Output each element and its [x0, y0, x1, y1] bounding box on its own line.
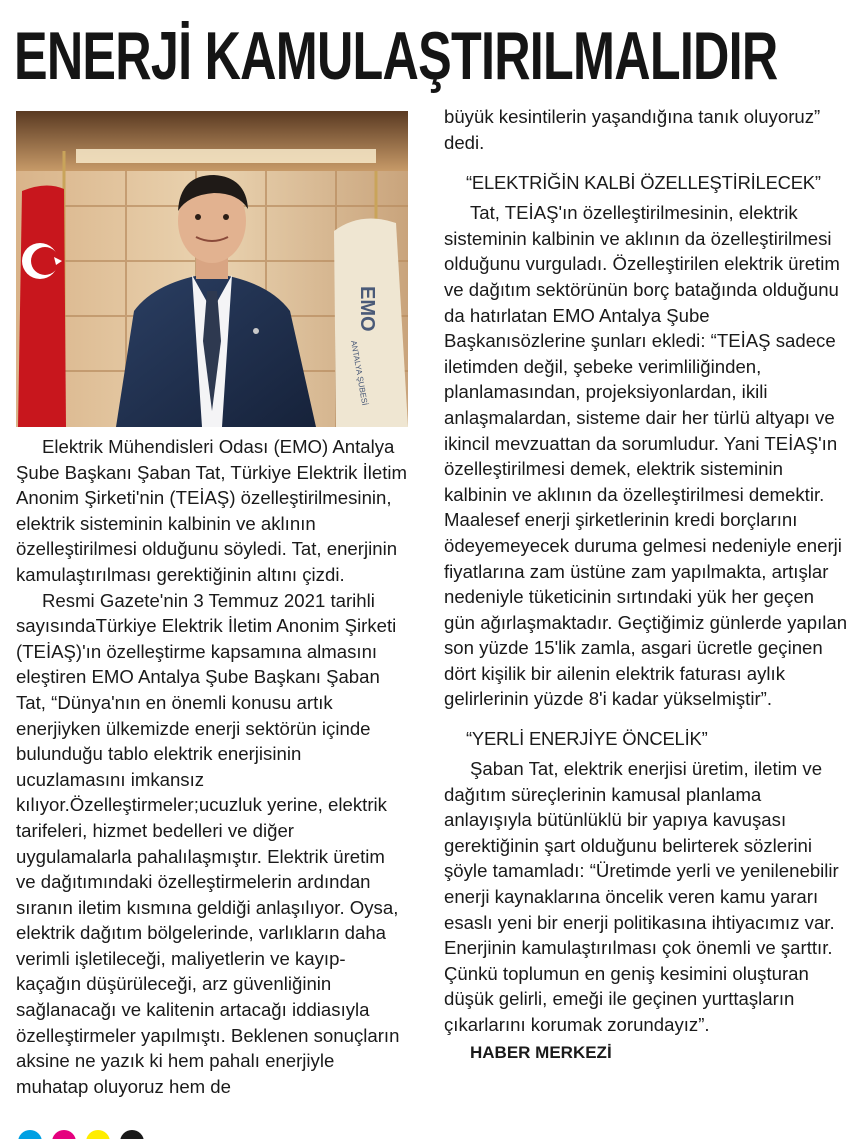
yellow-mark [86, 1130, 110, 1139]
svg-text:ANTALYA ŞUBESİ: ANTALYA ŞUBESİ [349, 339, 370, 407]
black-mark [120, 1130, 144, 1139]
headline: ENERJİ KAMULAŞTIRILMALIDIR [14, 18, 778, 94]
portrait-image [16, 111, 408, 427]
article-right-column [444, 104, 848, 1066]
byline: HABER MERKEZİ [470, 1042, 612, 1062]
cyan-mark [18, 1130, 42, 1139]
article-paragraph: Tat, TEİAŞ'ın özelleştirilmesinin, elektrik sisteminin kalbinin ve aklının da özelleştirilmesi olduğunu vurguladı. Özelleştirilen elektrik üretim ve dağıtım sektörünün borç batağında olduğunu da hatırlatan EMO Antalya Şube Başkanısözlerine şunları ekledi: “TEİAŞ sadece iletimden değil, şebeke verimliliğinden, planlamasından, projeksiyonlardan, ikili anlaşmalardan, sisteme dair her türlü altyapı ve ikincil mevzuattan da sorumludur. Yani TEİAŞ'ın özelleştirilmesi demek, elektrik sisteminin kalbinin ve aklının da özelleştirilmesi demektir. Maalesef enerji şirketlerinin kredi borçlarını ödeyemeyecek duruma gelmesi nedeniyle enerji fiyatlarına zam üstüne zam yapılmakta, artışlar nedeniyle tüketicinin sırtındaki yük her geçen gün ağırlaşmaktadır. Geçtiğimiz günlerde yapılan son yüzde 15'lik zamla, asgari ücretle geçinen dört kişilik bir ailenin elektrik faturası aylık gelirlerinin yüzde 8'i kadar yükselmiştir”. [444, 202, 848, 710]
article-paragraph: büyük kesintilerin yaşandığına tanık oluyoruz” dedi. [444, 106, 821, 153]
section-subheading: “YERLİ ENERJİYE ÖNCELİK” [466, 728, 708, 750]
svg-text:EMO: EMO [356, 286, 378, 332]
article-paragraph: Elektrik Mühendisleri Odası (EMO) Antalya Şube Başkanı Şaban Tat, Türkiye Elektrik İletim Anonim Şirketi'nin (TEİAŞ) özelleştirilmesinin, elektrik sisteminin kalbinin ve aklının özelleştirilmesi olduğunu söyledi. Tat, enerjinin kamulaştırılması gerektiğinin altını çizdi. [16, 436, 408, 585]
magenta-mark [52, 1130, 76, 1139]
article-paragraph: Resmi Gazete'nin 3 Temmuz 2021 tarihli sayısındaTürkiye Elektrik İletim Anonim Şirketi (TEİAŞ)'ın özelleştirme kapsamına almasını eleştiren EMO Antalya Şube Başkanı Şaban Tat, “Dünya'nın en önemli konusu artık enerjiyken ülkemizde enerji sektörün içinde bulunduğu tablo elektrik enerjisinin ucuzlamasını imkansız kılıyor.Özelleştirmeler;ucuzluk yerine, elektrik tarifeleri, hizmet bedelleri ve diğer uygulamalarla pahalılaşmıştır. Elektrik üretim ve dağıtımındaki özelleştirmelerin ardından sıranın iletim kısmına geldiği anlaşılıyor. Oysa, elektrik dağıtım bölgelerinde, varlıkların daha verimli işletileceği, maliyetlerin ve kayıp-kaçağın düşürüleceği, arz güvenliğinin sağlanacağı ve kalitenin artacağı iddiasıyla özelleştirmeler yapılmıştı. Beklenen sonuçların aksine ne yazık ki hem pahalı enerjiyle muhatap oluyoruz hem de [16, 589, 400, 1097]
section-subheading: “ELEKTRİĞİN KALBİ ÖZELLEŞTİRİLECEK” [466, 172, 821, 194]
article-left-column [16, 434, 408, 1099]
article-photo [16, 111, 408, 427]
article-paragraph: Şaban Tat, elektrik enerjisi üretim, iletim ve dağıtım süreçlerinin kamusal planlama anlayışıyla bütünlüklü bir yapıya kavuşası gerektiğinin şart olduğunu belirterek sözlerini şöyle tamamladı: “Üretimde yerli ve yenilenebilir enerji kaynaklarına öncelik veren kamu yararı esaslı yeni bir enerji politikasına ihtiyacımız var. Enerjinin kamulaştırılması çok önemli ve şarttır. Çünkü toplumun en geniş kesimini oluşturan düşük gelirli, emeği ile geçinen yurttaşların çıkarlarını korumak zorundayız”. [444, 758, 839, 1035]
